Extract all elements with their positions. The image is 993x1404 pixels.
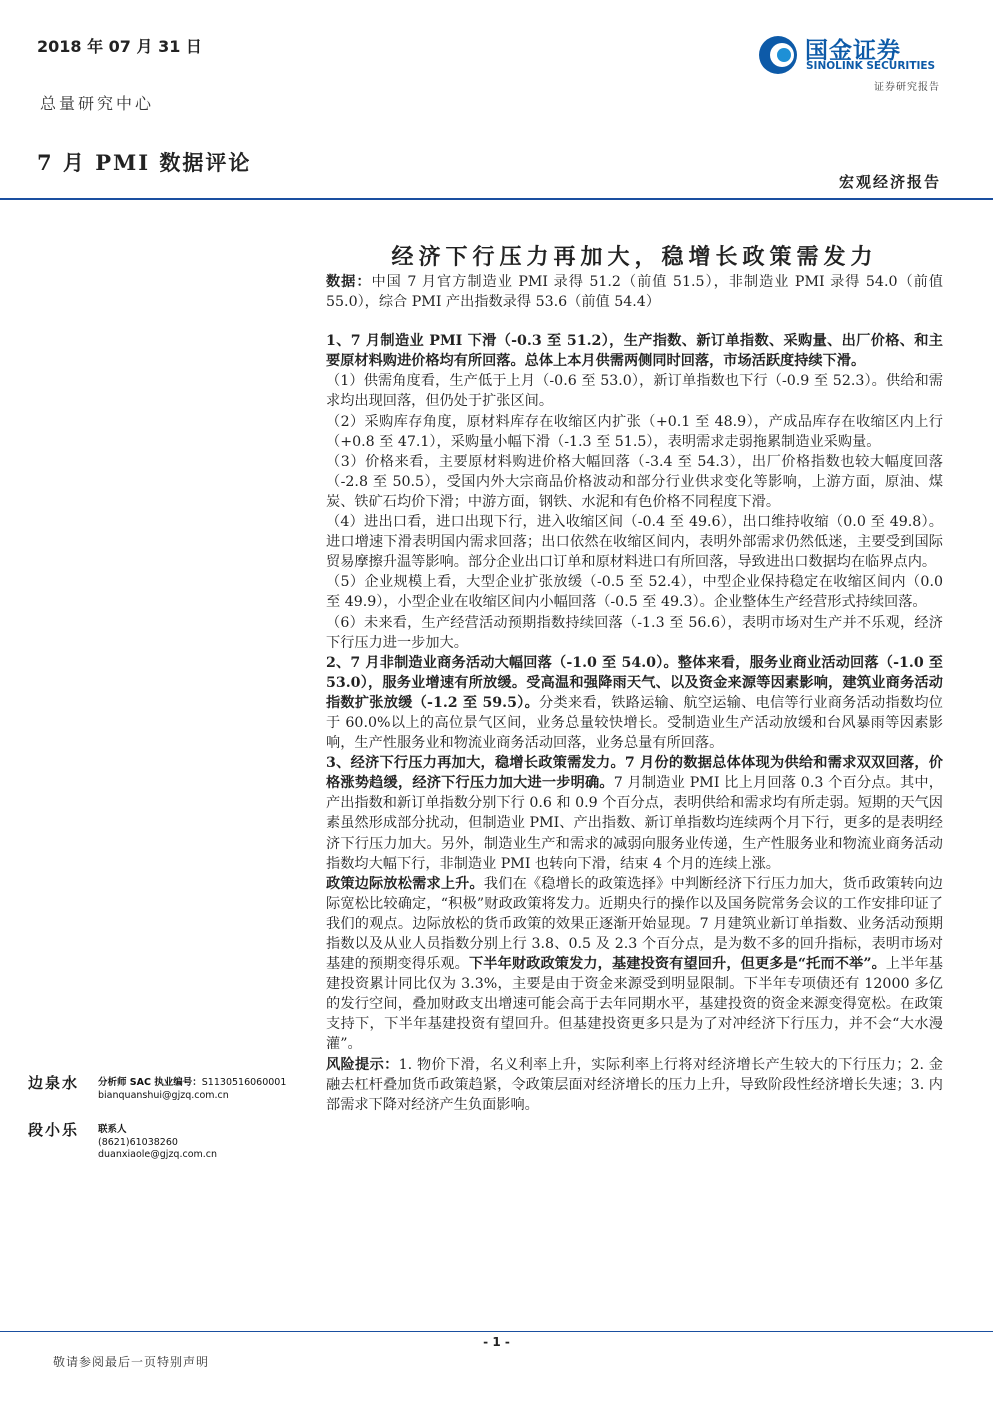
section-2: 2、7 月非制造业商务活动大幅回落（-1.0 至 54.0）。整体来看，服务业商业活动回落（-1.0 至 53.0），服务业增速有所放缓。受高温和强降雨天气、以及资金来源等因素影响，建筑业商务活动指数扩张放缓（-1.2 至 59.5）。分类来看，铁路运输、航空运输、电信等行业商务活动指数均位于 60.0%以上的高位景气区间，业务总量较快增长。受制造业生产活动放缓和台风暴雨等因素影响，生产性服务业和物流业商务活动回落，业务总量有所回落。 [326, 654, 943, 752]
sac-number: S1130516060001 [201, 1077, 287, 1088]
section-1-point-1: （1）供需角度看，生产低于上月（-0.6 至 53.0），新订单指数也下行（-0.9 至 52.3）。供给和需求均出现回落，但仍处于扩张区间。 [326, 373, 943, 410]
contact-name: 段小乐 [28, 1121, 80, 1139]
analyst-name: 边泉水 [28, 1074, 80, 1092]
policy-paragraph: 政策边际放松需求上升。我们在《稳增长的政策选择》中判断经济下行压力加大，货币政策转向边际宽松比较确定，“积极”财政政策将发力。近期央行的操作以及国务院常务会议的工作安排印证了我们的观点。边际放松的货币政策的效果正逐渐开始显现。7 月建筑业新订单指数、业务活动预期指数以及从业人员指数分别上行 3.8、0.5 及 2.3 个百分点，是为数不多的回升指标，表明市场对基建的预期变得乐观。下半年财政政策发力，基建投资有望回升，但更多是“托而不举”。上半年基建投资累计同比仅为 3.3%，主要是由于资金来源受到明显限制。下半年专项债还有 12000 多亿的发行空间，叠加财政支出增速可能会高于去年同期水平，基建投资的资金来源变得宽松。在政策支持下，下半年基建投资有望回升。但基建投资更多只是为了对冲经济下行压力，并不会“大水漫灌”。 [326, 875, 943, 1053]
section-3: 3、经济下行压力再加大，稳增长政策需发力。7 月份的数据总体体现为供给和需求双双回落，价格涨势趋缓，经济下行压力加大进一步明确。7 月制造业 PMI 比上月回落 0.3 个百分点。其中，产出指数和新订单指数分别下行 0.6 和 0.9 个百分点，表明供给和需求均有所走弱。短期的天气因素虽然形成部分扰动，但制造业 PMI、产出指数、新订单指数均连续两个月下行，更多的是表明经济下行压力加大。另外，制造业生产和需求的减弱向服务业传递，生产性服务业和物流业商务活动指数均大幅下行，非制造业 PMI 也转向下滑，结束 4 个月的连续上涨。 [326, 755, 943, 872]
logo-subtitle: 证券研究报告 [874, 82, 940, 93]
logo-name-en: SINOLINK SECURITIES [806, 60, 936, 72]
section-1-point-2: （2）采购库存角度，原材料库存在收缩区内扩张（+0.1 至 48.9），产成品库存在收缩区内上行（+0.8 至 47.1），采购量小幅下滑（-1.3 至 51.5），表明需求走弱拖累制造业采购量。 [326, 413, 943, 450]
section-1-point-6: （6）未来看，生产经营活动预期指数持续回落（-1.3 至 56.6），表明市场对生产并不乐观，经济下行压力进一步加大。 [326, 614, 943, 651]
research-center: 总量研究中心 [40, 94, 155, 113]
contact-phone: (8621)61038260 [98, 1136, 178, 1148]
report-type: 宏观经济报告 [838, 173, 941, 191]
data-summary: 数据：中国 7 月官方制造业 PMI 录得 51.2（前值 51.5），非制造业 PMI 录得 54.0（前值 55.0），综合 PMI 产出指数录得 53.6（前值 54.4） [326, 274, 943, 311]
footer-divider [0, 1331, 993, 1332]
section-1-heading: 1、7 月制造业 PMI 下滑（-0.3 至 51.2），生产指数、新订单指数、采购量、出厂价格、和主要原材料购进价格均有所回落。总体上本月供需两侧同时回落，市场活跃度持续下滑。 [326, 333, 943, 370]
logo-name-cn: 国金证券 [805, 38, 901, 64]
report-date: 2018 年 07 月 31 日 [37, 37, 202, 56]
analyst-email: bianquanshui@gjzq.com.cn [98, 1089, 229, 1101]
company-logo [757, 32, 947, 94]
section-1-point-5: （5）企业规模上看，大型企业扩张放缓（-0.5 至 52.4），中型企业保持稳定在收缩区间内（0.0 至 49.9），小型企业在收缩区间内小幅回落（-0.5 至 49.3）。企业整体生产经营形式持续回落。 [326, 574, 943, 611]
section-1-point-4: （4）进出口看，进口出现下行，进入收缩区间（-0.4 至 49.6），出口维持收缩（0.0 至 49.8）。进口增速下滑表明国内需求回落；出口依然在收缩区间内，表明外部需求仍然低迷，主要受到国际贸易摩擦升温等影响。部分企业出口订单和原材料进口有所回落，导致进出口数据均在临界点内。 [326, 514, 943, 571]
sinolink-logo-icon [757, 34, 799, 76]
contact-email: duanxiaole@gjzq.com.cn [98, 1149, 218, 1160]
risk-warning: 风险提示：1. 物价下滑，名义利率上升，实际利率上行将对经济增长产生较大的下行压力；2. 金融去杠杆叠加货币政策趋紧，令政策层面对经济增长的压力上升，导致阶段性经济增长失速；3. 内部需求下降对经济产生负面影响。 [326, 1056, 943, 1113]
footer-disclaimer: 敬请参阅最后一页特别声明 [53, 1355, 210, 1369]
page-number: - 1 - [483, 1335, 510, 1349]
header-divider [0, 198, 993, 200]
section-1-point-3: （3）价格来看，主要原材料购进价格大幅回落（-3.4 至 54.3），出厂价格指数也较大幅度回落（-2.8 至 50.5），受国内外大宗商品价格波动和部分行业供求变化等影响，上游方面，原油、煤炭、铁矿石均价下滑；中游方面，钢铁、水泥和有色价格不同程度下滑。 [326, 453, 943, 510]
report-body [326, 272, 943, 1115]
headline: 经济下行压力再加大，稳增长政策需发力 [391, 244, 878, 270]
report-title: 7 月 PMI 数据评论 [37, 150, 252, 175]
